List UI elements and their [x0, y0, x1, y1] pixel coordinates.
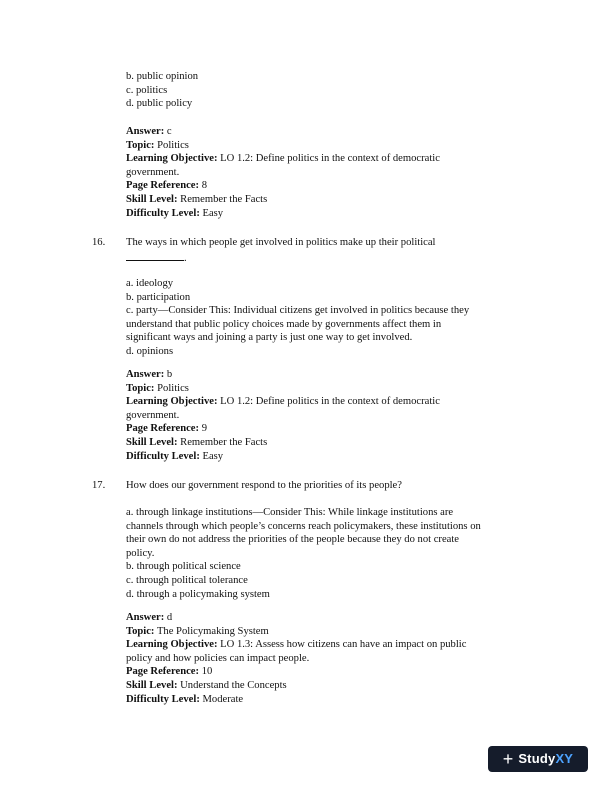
q16-question — [126, 236, 526, 265]
answer-label: Answer: — [126, 369, 165, 380]
difficulty-line — [126, 207, 526, 221]
lo-line — [126, 395, 526, 409]
lo-line — [126, 152, 526, 166]
skill-line — [126, 436, 526, 450]
option-d: d. through a policymaking system — [126, 588, 270, 600]
skill-label: Skill Level: — [126, 679, 178, 691]
lo-value: LO 1.3: Assess how citizens can have an impact on public — [220, 639, 467, 651]
topic-value: The Policymaking System — [156, 625, 269, 637]
lo-value: LO 1.2: Define politics in the context of democratic — [220, 153, 440, 165]
answer-label: Answer: — [126, 126, 165, 137]
topic-value: Politics — [157, 382, 189, 394]
answer-line — [126, 368, 526, 382]
option-c: c. politics — [126, 84, 168, 96]
topic-label: Topic: — [126, 382, 155, 394]
difficulty-value: Moderate — [202, 693, 244, 705]
page-ref-line — [126, 665, 526, 679]
q16-meta — [126, 368, 526, 463]
answer-value: d — [166, 612, 173, 623]
page-ref-value: 8 — [201, 180, 207, 192]
q16-options — [126, 277, 526, 359]
logo-text — [518, 752, 573, 766]
topic-line — [126, 625, 526, 639]
question-number: 17. — [92, 480, 106, 491]
option-a: a. through linkage institutions—Consider This: While linkage institutions are — [126, 507, 454, 518]
q17-question — [126, 479, 526, 493]
question-end: . — [184, 252, 187, 264]
topic-line — [126, 139, 526, 153]
answer-blank — [126, 250, 184, 261]
option-d: d. public policy — [126, 98, 193, 110]
page-ref-line — [126, 179, 526, 193]
lo-label: Learning Objective: — [126, 153, 218, 165]
q15-options — [126, 70, 526, 111]
q17-options — [126, 506, 526, 601]
option-d: d. opinions — [126, 345, 174, 357]
option-c: c. party—Consider This: Individual citizens get involved in politics because they — [126, 305, 470, 317]
question-text: How does our government respond to the priorities of its people? — [126, 480, 402, 491]
answer-value: b — [166, 369, 173, 380]
answer-line — [126, 125, 526, 139]
q15-meta — [126, 125, 526, 220]
difficulty-value: Easy — [202, 450, 224, 462]
option-b: b. public opinion — [126, 71, 199, 82]
lo-continuation: policy and how policies can impact people. — [126, 652, 310, 664]
q17-meta — [126, 611, 526, 706]
page-ref-line — [126, 422, 526, 436]
topic-label: Topic: — [126, 625, 155, 637]
logo-text-accent: XY — [555, 751, 574, 767]
question-text: The ways in which people get involved in politics make up their political — [126, 237, 436, 248]
option-a-continuation: policy. — [126, 547, 155, 559]
plus-icon: + — [502, 749, 514, 769]
option-a-continuation: their own do not address the priorities of the people because they do not create — [126, 534, 460, 546]
difficulty-value: Easy — [202, 207, 224, 219]
lo-value: LO 1.2: Define politics in the context of democratic — [220, 396, 440, 408]
topic-label: Topic: — [126, 139, 155, 151]
studyxy-logo[interactable] — [488, 746, 588, 772]
difficulty-line — [126, 450, 526, 464]
page-ref-value: 10 — [201, 666, 213, 678]
difficulty-label: Difficulty Level: — [126, 207, 200, 219]
option-c-continuation: significant ways and joining a party is just one way to get involved. — [126, 332, 413, 344]
lo-line — [126, 638, 526, 652]
answer-line — [126, 611, 526, 625]
question-number: 16. — [92, 237, 106, 248]
skill-label: Skill Level: — [126, 193, 178, 205]
page-ref-label: Page Reference: — [126, 666, 200, 678]
difficulty-label: Difficulty Level: — [126, 693, 200, 705]
logo-text-main: Study — [518, 751, 556, 767]
answer-label: Answer: — [126, 612, 165, 623]
difficulty-line — [126, 693, 526, 707]
difficulty-label: Difficulty Level: — [126, 450, 200, 462]
lo-label: Learning Objective: — [126, 396, 218, 408]
lo-continuation: government. — [126, 409, 180, 421]
option-a: a. ideology — [126, 278, 174, 289]
skill-line — [126, 193, 526, 207]
skill-value: Understand the Concepts — [180, 679, 287, 691]
option-c: c. through political tolerance — [126, 574, 248, 586]
skill-line — [126, 679, 526, 693]
skill-label: Skill Level: — [126, 436, 178, 448]
option-a-continuation: channels through which people’s concerns reach policymakers, these institutions on — [126, 520, 481, 532]
lo-label: Learning Objective: — [126, 639, 218, 651]
skill-value: Remember the Facts — [180, 436, 268, 448]
option-c-continuation: understand that public policy choices made by governments affect them in — [126, 318, 442, 330]
option-b: b. participation — [126, 291, 191, 303]
page-ref-label: Page Reference: — [126, 423, 200, 435]
page-ref-value: 9 — [201, 423, 207, 435]
topic-value: Politics — [157, 139, 189, 151]
answer-value: c — [166, 126, 172, 137]
option-b: b. through political science — [126, 561, 241, 573]
lo-continuation: government. — [126, 166, 180, 178]
topic-line — [126, 382, 526, 396]
page-ref-label: Page Reference: — [126, 180, 200, 192]
skill-value: Remember the Facts — [180, 193, 268, 205]
question-blank-line — [126, 250, 526, 266]
